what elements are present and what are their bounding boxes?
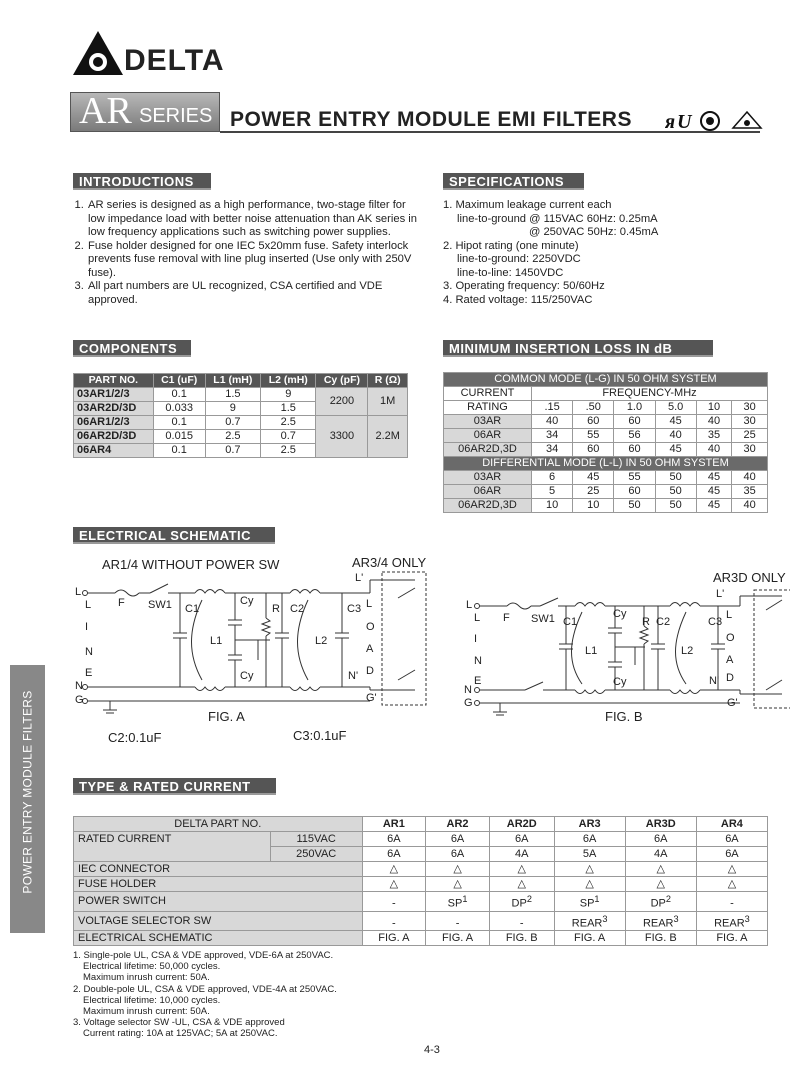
cell: 60: [614, 485, 655, 499]
model-header: AR2D: [489, 817, 554, 832]
fig-a-title: AR1/4 WITHOUT POWER SW: [102, 557, 280, 572]
table-row: [444, 499, 768, 513]
label-g-prime: G': [727, 697, 738, 709]
label-l: L: [466, 599, 473, 611]
cell: $SP^1$: [426, 892, 490, 912]
part-cell: 06AR4: [74, 444, 154, 458]
label-g: G: [464, 697, 473, 709]
footnote-line: Current rating: 10A at 125VAC; 5A at 250VAC.: [83, 1028, 278, 1040]
spec-line: @ 250VAC 50Hz: 0.45mA: [529, 226, 659, 238]
label-f: F: [503, 612, 510, 624]
cell: 40: [655, 429, 696, 443]
table-row: [444, 471, 768, 485]
cell: FIG. B: [625, 931, 696, 946]
part-cell: 03AR2D/3D: [74, 402, 154, 416]
label-l: L: [726, 609, 733, 621]
cell: REAR$^3$: [625, 911, 696, 931]
label-n-prime: N': [709, 675, 720, 687]
cell: 0.7: [205, 416, 260, 430]
cell: FIG. B: [489, 931, 554, 946]
label-f: F: [118, 597, 125, 609]
cell: 40: [732, 471, 768, 485]
cell: 34: [532, 429, 573, 443]
components-heading: COMPONENTS: [73, 340, 191, 357]
cell: 30: [732, 443, 768, 457]
label-cy: Cy: [240, 670, 254, 682]
cell: 60: [614, 443, 655, 457]
part-cell: 03AR1/2/3: [74, 388, 154, 402]
cell: 45: [655, 443, 696, 457]
cell: 0.1: [153, 388, 205, 402]
table-row: [74, 931, 768, 946]
cell: 2.2M: [368, 416, 408, 458]
cell: 2.5: [261, 416, 316, 430]
common-mode-title: COMMON MODE (L-G) IN 50 OHM SYSTEM: [444, 373, 768, 387]
row-label: VOLTAGE SELECTOR SW: [74, 911, 363, 931]
label-l: L: [85, 599, 92, 611]
table-row: [74, 911, 768, 931]
cell: $DP^2$: [489, 892, 554, 912]
introductions-list: [73, 199, 423, 307]
type-rated-heading: TYPE & RATED CURRENT: [73, 778, 276, 795]
row-label: FUSE HOLDER: [74, 877, 363, 892]
cell: 6A: [625, 832, 696, 847]
cell: 45: [696, 485, 732, 499]
cell: 55: [573, 429, 614, 443]
insertion-loss-table: [443, 372, 768, 513]
specifications-list: [443, 199, 763, 307]
vde-icon: [733, 112, 761, 128]
label-sw1: SW1: [148, 599, 172, 611]
cell: 6A: [426, 847, 490, 862]
c2-value: C2:0.1uF: [108, 730, 162, 745]
list-item: 1. AR series is designed as a high performance, two-stage filter for low impedance load with better noise attenuation than AK series in low frequency applications such as switching power supplies.: [87, 199, 423, 240]
cell: 40: [532, 415, 573, 429]
cell: △: [426, 862, 490, 877]
row-name: 06AR2D,3D: [444, 499, 532, 513]
cell: 6A: [426, 832, 490, 847]
cell: -: [489, 911, 554, 931]
table-row: [74, 416, 408, 430]
label-c1: C1: [185, 603, 200, 615]
label-n: N: [85, 646, 93, 658]
label-d: D: [366, 665, 374, 677]
row-label: POWER SWITCH: [74, 892, 363, 912]
label-g-prime: G': [366, 692, 377, 704]
cell: 0.7: [205, 444, 260, 458]
delta-triangle-icon: [72, 30, 124, 76]
cell: FIG. A: [426, 931, 490, 946]
insertion-loss-heading: MINIMUM INSERTION LOSS IN dB: [443, 340, 713, 357]
rating-label: RATING: [444, 401, 532, 415]
cell: 5A: [554, 847, 625, 862]
footnote-line: 1. Single-pole UL, CSA & VDE approved, VDE-6A at 250VAC.: [73, 950, 334, 961]
cell: 10: [573, 499, 614, 513]
label-a: A: [726, 654, 734, 666]
cell: △: [362, 862, 426, 877]
table-row: [74, 877, 768, 892]
side-tab-label: POWER ENTRY MODULE FILTERS: [20, 690, 35, 894]
part-cell: 06AR1/2/3: [74, 416, 154, 430]
cell: 60: [614, 415, 655, 429]
delta-logo: [72, 30, 225, 78]
cell: 4A: [625, 847, 696, 862]
spec-line: line-to-line: 1450VDC: [457, 266, 564, 279]
cell: 1.5: [205, 388, 260, 402]
cell: △: [625, 877, 696, 892]
cell: 35: [696, 429, 732, 443]
cell: 0.1: [153, 444, 205, 458]
cell: 45: [655, 415, 696, 429]
list-item: 3. All part numbers are UL recognized, CSA certified and VDE approved.: [87, 280, 423, 307]
cell: $SP^1$: [554, 892, 625, 912]
series-suffix: SERIES: [139, 105, 213, 127]
cell: 50: [655, 471, 696, 485]
row-name: 03AR: [444, 415, 532, 429]
cell: 6A: [696, 832, 767, 847]
cell: 34: [532, 443, 573, 457]
spec-line: 2. Hipot rating (one minute): [443, 239, 579, 252]
spec-line: line-to-ground: 2250VDC: [457, 253, 581, 265]
model-header: AR3D: [625, 817, 696, 832]
cell: △: [554, 862, 625, 877]
schematic-heading: ELECTRICAL SCHEMATIC: [73, 527, 275, 544]
label-o: O: [366, 621, 375, 633]
model-header: AR2: [426, 817, 490, 832]
column-header: Cy (pF): [316, 374, 368, 388]
cell: 6A: [362, 847, 426, 862]
part-label: DELTA PART NO.: [74, 817, 363, 832]
label-cy: Cy: [613, 676, 627, 688]
cell: 40: [696, 415, 732, 429]
label-l: L: [366, 598, 373, 610]
differential-mode-title: DIFFERENTIAL MODE (L-L) IN 50 OHM SYSTEM: [444, 457, 768, 471]
cell: △: [625, 862, 696, 877]
page-number: 4-3: [424, 1044, 440, 1056]
freq-cell: 1.0: [614, 401, 655, 415]
label-c1: C1: [563, 616, 578, 628]
label-o: O: [726, 632, 735, 644]
cell: 55: [614, 471, 655, 485]
row-label: ELECTRICAL SCHEMATIC: [74, 931, 363, 946]
cell: 50: [614, 499, 655, 513]
row-name: 06AR2D,3D: [444, 443, 532, 457]
label-r: R: [272, 603, 280, 615]
introductions-heading: INTRODUCTIONS: [73, 173, 211, 190]
cell: -: [362, 892, 426, 912]
spec-line: 3. Operating frequency: 50/60Hz: [443, 280, 605, 292]
footnote-line: 2. Double-pole UL, CSA & VDE approved, VDE-4A at 250VAC.: [73, 983, 337, 995]
cell: 0.015: [153, 430, 205, 444]
footnote-line: Electrical lifetime: 10,000 cycles.: [83, 994, 221, 1006]
cell: △: [489, 862, 554, 877]
label-c3: C3: [347, 603, 362, 615]
cell: FIG. A: [554, 931, 625, 946]
freq-cell: .50: [573, 401, 614, 415]
cell: REAR$^3$: [696, 911, 767, 931]
voltage-label: 115VAC: [270, 832, 362, 847]
spec-line: line-to-ground @ 115VAC 60Hz: 0.25mA: [457, 212, 658, 225]
cell: △: [696, 877, 767, 892]
label-e: E: [85, 667, 93, 679]
cell: 5: [532, 485, 573, 499]
table-header-row: [74, 374, 408, 388]
label-i: I: [85, 621, 89, 633]
cell: △: [554, 877, 625, 892]
cell: 25: [573, 485, 614, 499]
spec-line: 4. Rated voltage: 115/250VAC: [443, 293, 593, 306]
series-prefix: AR: [79, 90, 132, 132]
label-g: G: [75, 694, 84, 706]
model-header: AR3: [554, 817, 625, 832]
cell: 25: [732, 429, 768, 443]
cell: 4A: [489, 847, 554, 862]
freq-cell: 30: [732, 401, 768, 415]
footnote-line: Electrical lifetime: 50,000 cycles.: [83, 961, 221, 973]
cell: 2.5: [205, 430, 260, 444]
cell: 1.5: [261, 402, 316, 416]
page-title: POWER ENTRY MODULE EMI FILTERS: [230, 108, 632, 131]
label-c2: C2: [656, 616, 671, 628]
cell: 30: [732, 415, 768, 429]
cell: 45: [696, 471, 732, 485]
label-cy: Cy: [240, 595, 254, 607]
freq-cell: 5.0: [655, 401, 696, 415]
cell: 6A: [696, 847, 767, 862]
label-l: L: [75, 586, 82, 598]
label-cy: Cy: [613, 608, 627, 620]
row-name: 06AR: [444, 485, 532, 499]
cell: 6A: [362, 832, 426, 847]
ul-recognized-icon: [665, 111, 693, 133]
voltage-label: 250VAC: [270, 847, 362, 862]
label-l2: L2: [681, 645, 694, 657]
label-n-prime: N': [348, 670, 359, 682]
table-row: [444, 415, 768, 429]
column-header: L2 (mH): [261, 374, 316, 388]
cell: △: [426, 877, 490, 892]
label-e: E: [474, 675, 482, 687]
column-header: PART NO.: [74, 374, 154, 388]
cell: -: [696, 892, 767, 912]
cell: $DP^2$: [625, 892, 696, 912]
footnote-line: Maximum inrush current: 50A.: [83, 1006, 210, 1018]
spec-line: 1. Maximum leakage current each: [443, 199, 612, 211]
label-l2: L2: [315, 635, 328, 647]
cell: 60: [573, 415, 614, 429]
svg-text:U: U: [677, 111, 692, 133]
label-l-prime: L': [716, 588, 725, 600]
cell: 6A: [554, 832, 625, 847]
cell: 9: [261, 388, 316, 402]
column-header: R (Ω): [368, 374, 408, 388]
freq-cell: .15: [532, 401, 573, 415]
cell: 0.7: [261, 430, 316, 444]
cell: 45: [573, 471, 614, 485]
cell: 6: [532, 471, 573, 485]
fig-a-caption: FIG. A: [208, 709, 245, 724]
fig-b-only-label: AR3D ONLY: [713, 570, 786, 585]
label-c2: C2: [290, 603, 305, 615]
row-name: 06AR: [444, 429, 532, 443]
side-tab: [10, 665, 45, 933]
label-n: N: [75, 680, 83, 692]
label-n: N: [474, 655, 482, 667]
cell: -: [426, 911, 490, 931]
current-label: CURRENT: [444, 387, 532, 401]
footnote-line: Maximum inrush current: 50A.: [83, 972, 210, 984]
brand-name: DELTA: [124, 44, 225, 77]
table-row: [444, 485, 768, 499]
table-row: [74, 862, 768, 877]
components-table: [73, 373, 408, 458]
series-badge: [70, 92, 220, 132]
label-l1: L1: [210, 635, 223, 647]
footnote-line: 3. Voltage selector SW -UL, CSA & VDE approved: [73, 1017, 285, 1029]
label-l1: L1: [585, 645, 598, 657]
cell: 50: [655, 485, 696, 499]
cell: 56: [614, 429, 655, 443]
label-i: I: [474, 633, 478, 645]
cell: 40: [696, 443, 732, 457]
specifications-heading: SPECIFICATIONS: [443, 173, 584, 190]
label-sw1: SW1: [531, 613, 555, 625]
fig-a-only-label: AR3/4 ONLY: [352, 555, 427, 570]
model-header: AR4: [696, 817, 767, 832]
certification-icons: [665, 108, 765, 136]
label-c3: C3: [708, 616, 723, 628]
csa-icon: [701, 112, 719, 130]
cell: FIG. A: [362, 931, 426, 946]
table-row: [444, 443, 768, 457]
svg-text:ᴙ: ᴙ: [665, 111, 675, 133]
fig-b-caption: FIG. B: [605, 709, 643, 724]
cell: 1M: [368, 388, 408, 416]
cell: REAR$^3$: [554, 911, 625, 931]
cell: △: [362, 877, 426, 892]
cell: 50: [655, 499, 696, 513]
row-label: IEC CONNECTOR: [74, 862, 363, 877]
table-row: [74, 388, 408, 402]
part-cell: 06AR2D/3D: [74, 430, 154, 444]
footnotes: [73, 950, 473, 1040]
label-d: D: [726, 672, 734, 684]
cell: 6A: [489, 832, 554, 847]
cell: △: [696, 862, 767, 877]
column-header: C1 (uF): [153, 374, 205, 388]
rated-current-label: RATED CURRENT: [74, 832, 271, 862]
cell: FIG. A: [696, 931, 767, 946]
column-header: L1 (mH): [205, 374, 260, 388]
row-name: 03AR: [444, 471, 532, 485]
freq-cell: 10: [696, 401, 732, 415]
label-n: N: [464, 684, 472, 696]
cell: 35: [732, 485, 768, 499]
cell: -: [362, 911, 426, 931]
type-rated-table: [73, 816, 768, 946]
model-header: AR1: [362, 817, 426, 832]
cell: 9: [205, 402, 260, 416]
cell: 40: [732, 499, 768, 513]
cell: 0.033: [153, 402, 205, 416]
cell: 3300: [316, 416, 368, 458]
label-r: R: [642, 616, 650, 628]
frequency-label: FREQUENCY-MHz: [532, 387, 768, 401]
c3-value: C3:0.1uF: [293, 728, 347, 743]
cell: 2.5: [261, 444, 316, 458]
cell: △: [489, 877, 554, 892]
label-a: A: [366, 643, 374, 655]
label-l: L: [474, 612, 481, 624]
cell: 60: [573, 443, 614, 457]
cell: 10: [532, 499, 573, 513]
table-row: [444, 429, 768, 443]
cell: 45: [696, 499, 732, 513]
cell: 2200: [316, 388, 368, 416]
cell: 0.1: [153, 416, 205, 430]
list-item: 2. Fuse holder designed for one IEC 5x20mm fuse. Safety interlock prevents fuse removal with line plug inserted (Use only with 250V fuse).: [87, 240, 423, 281]
label-l-prime: L': [355, 572, 364, 584]
table-row: [74, 892, 768, 912]
